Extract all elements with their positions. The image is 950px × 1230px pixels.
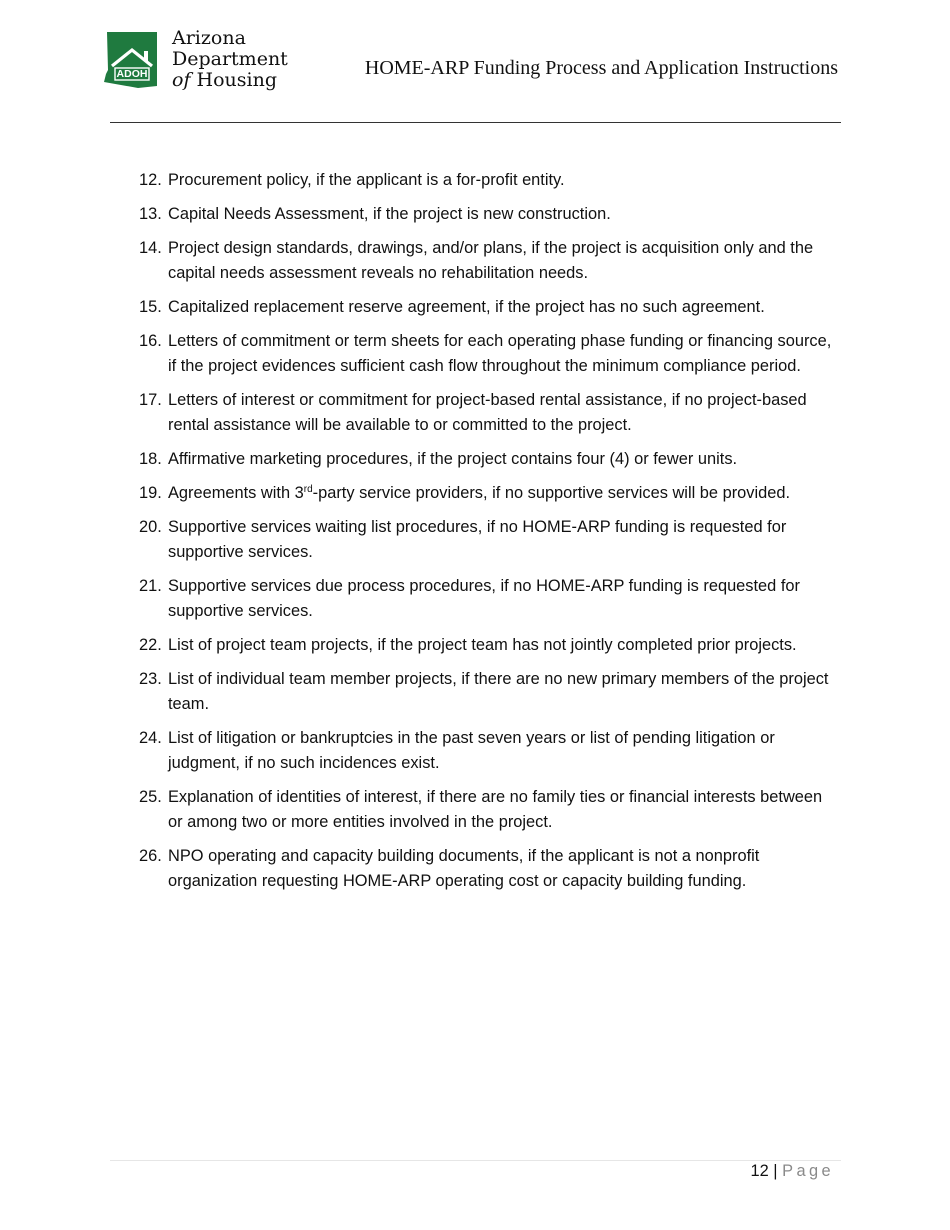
- page-label: Page: [782, 1162, 834, 1180]
- list-item: [139, 388, 839, 438]
- list-item-number: 22.: [139, 636, 162, 654]
- header-divider: [110, 122, 841, 123]
- list-item-number: 12.: [139, 171, 162, 189]
- logo-line-housing: [172, 70, 288, 91]
- list-item-number: 16.: [139, 332, 162, 350]
- page-footer: [750, 1162, 834, 1181]
- list-item-number: 18.: [139, 450, 162, 468]
- requirements-list: [139, 168, 839, 903]
- list-item: [139, 515, 839, 565]
- logo-housing: Housing: [190, 69, 277, 91]
- list-item-number: 20.: [139, 518, 162, 536]
- ordinal-superscript: rd: [303, 484, 313, 495]
- list-item-text: Affirmative marketing procedures, if the project contains four (4) or fewer units.: [168, 450, 738, 468]
- list-item-text: NPO operating and capacity building documents, if the applicant is not a nonprofit organization requesting HOME-ARP operating cost or capacity building funding.: [168, 847, 760, 890]
- list-item: [139, 667, 839, 717]
- list-item: [139, 202, 839, 227]
- list-item-number: 21.: [139, 577, 162, 595]
- logo-line-arizona: Arizona: [172, 27, 246, 49]
- logo-badge-text: ADOH: [116, 68, 148, 80]
- logo-wordmark: [172, 28, 288, 91]
- logo-line-department: Department: [172, 48, 288, 70]
- logo-of: of: [172, 69, 191, 91]
- arizona-house-icon: [104, 30, 160, 88]
- list-item: [139, 295, 839, 320]
- page-number: 12: [750, 1162, 769, 1180]
- list-item-number: 13.: [139, 205, 162, 223]
- list-item-number: 24.: [139, 729, 162, 747]
- list-item-text: Explanation of identities of interest, if there are no family ties or financial interests between or among two or more entities involved in the project.: [168, 788, 823, 831]
- list-item: [139, 236, 839, 286]
- footer-separator: |: [773, 1162, 778, 1180]
- list-item: [139, 726, 839, 776]
- list-item: [139, 844, 839, 894]
- list-item-text: Procurement policy, if the applicant is a for-profit entity.: [168, 171, 565, 189]
- list-item-text: List of project team projects, if the project team has not jointly completed prior projects.: [168, 636, 797, 654]
- list-item: [139, 329, 839, 379]
- list-item-text: Letters of interest or commitment for project-based rental assistance, if no project-based rental assistance will be available to or committed to the project.: [168, 391, 807, 434]
- footer-divider: [110, 1160, 841, 1161]
- list-item: [139, 168, 839, 193]
- list-item-number: 25.: [139, 788, 162, 806]
- list-item-text-cont: -party service providers, if no supportive services will be provided.: [312, 484, 791, 502]
- list-item-number: 17.: [139, 391, 162, 409]
- adoh-logo: [104, 27, 288, 96]
- list-item-text: Letters of commitment or term sheets for each operating phase funding or financing source, if the project evidences sufficient cash flow throughout the minimum compliance period.: [168, 332, 832, 375]
- list-item-number: 15.: [139, 298, 162, 316]
- list-item: [139, 447, 839, 472]
- list-item: [139, 574, 839, 624]
- list-item-text: Agreements with 3: [168, 484, 304, 502]
- list-item-text: List of litigation or bankruptcies in the past seven years or list of pending litigation or judgment, if no such incidences exist.: [168, 729, 775, 772]
- list-item-text: Project design standards, drawings, and/or plans, if the project is acquisition only and the capital needs assessment reveals no rehabilitation needs.: [168, 239, 814, 282]
- list-item-text: Supportive services due process procedures, if no HOME-ARP funding is requested for supportive services.: [168, 577, 800, 620]
- list-item-number: 19.: [139, 484, 162, 502]
- list-item-text: List of individual team member projects, if there are no new primary members of the project team.: [168, 670, 829, 713]
- list-item-number: 14.: [139, 239, 162, 257]
- list-item: [139, 785, 839, 835]
- list-item: [139, 481, 839, 506]
- list-item-text: Capital Needs Assessment, if the project is new construction.: [168, 205, 611, 223]
- document-title: HOME-ARP Funding Process and Application Instructions: [364, 57, 838, 79]
- list-item-number: 23.: [139, 670, 162, 688]
- list-item: [139, 633, 839, 658]
- list-item-text: Supportive services waiting list procedures, if no HOME-ARP funding is requested for supportive services.: [168, 518, 787, 561]
- list-item-text: Capitalized replacement reserve agreement, if the project has no such agreement.: [168, 298, 765, 316]
- list-item-number: 26.: [139, 847, 162, 865]
